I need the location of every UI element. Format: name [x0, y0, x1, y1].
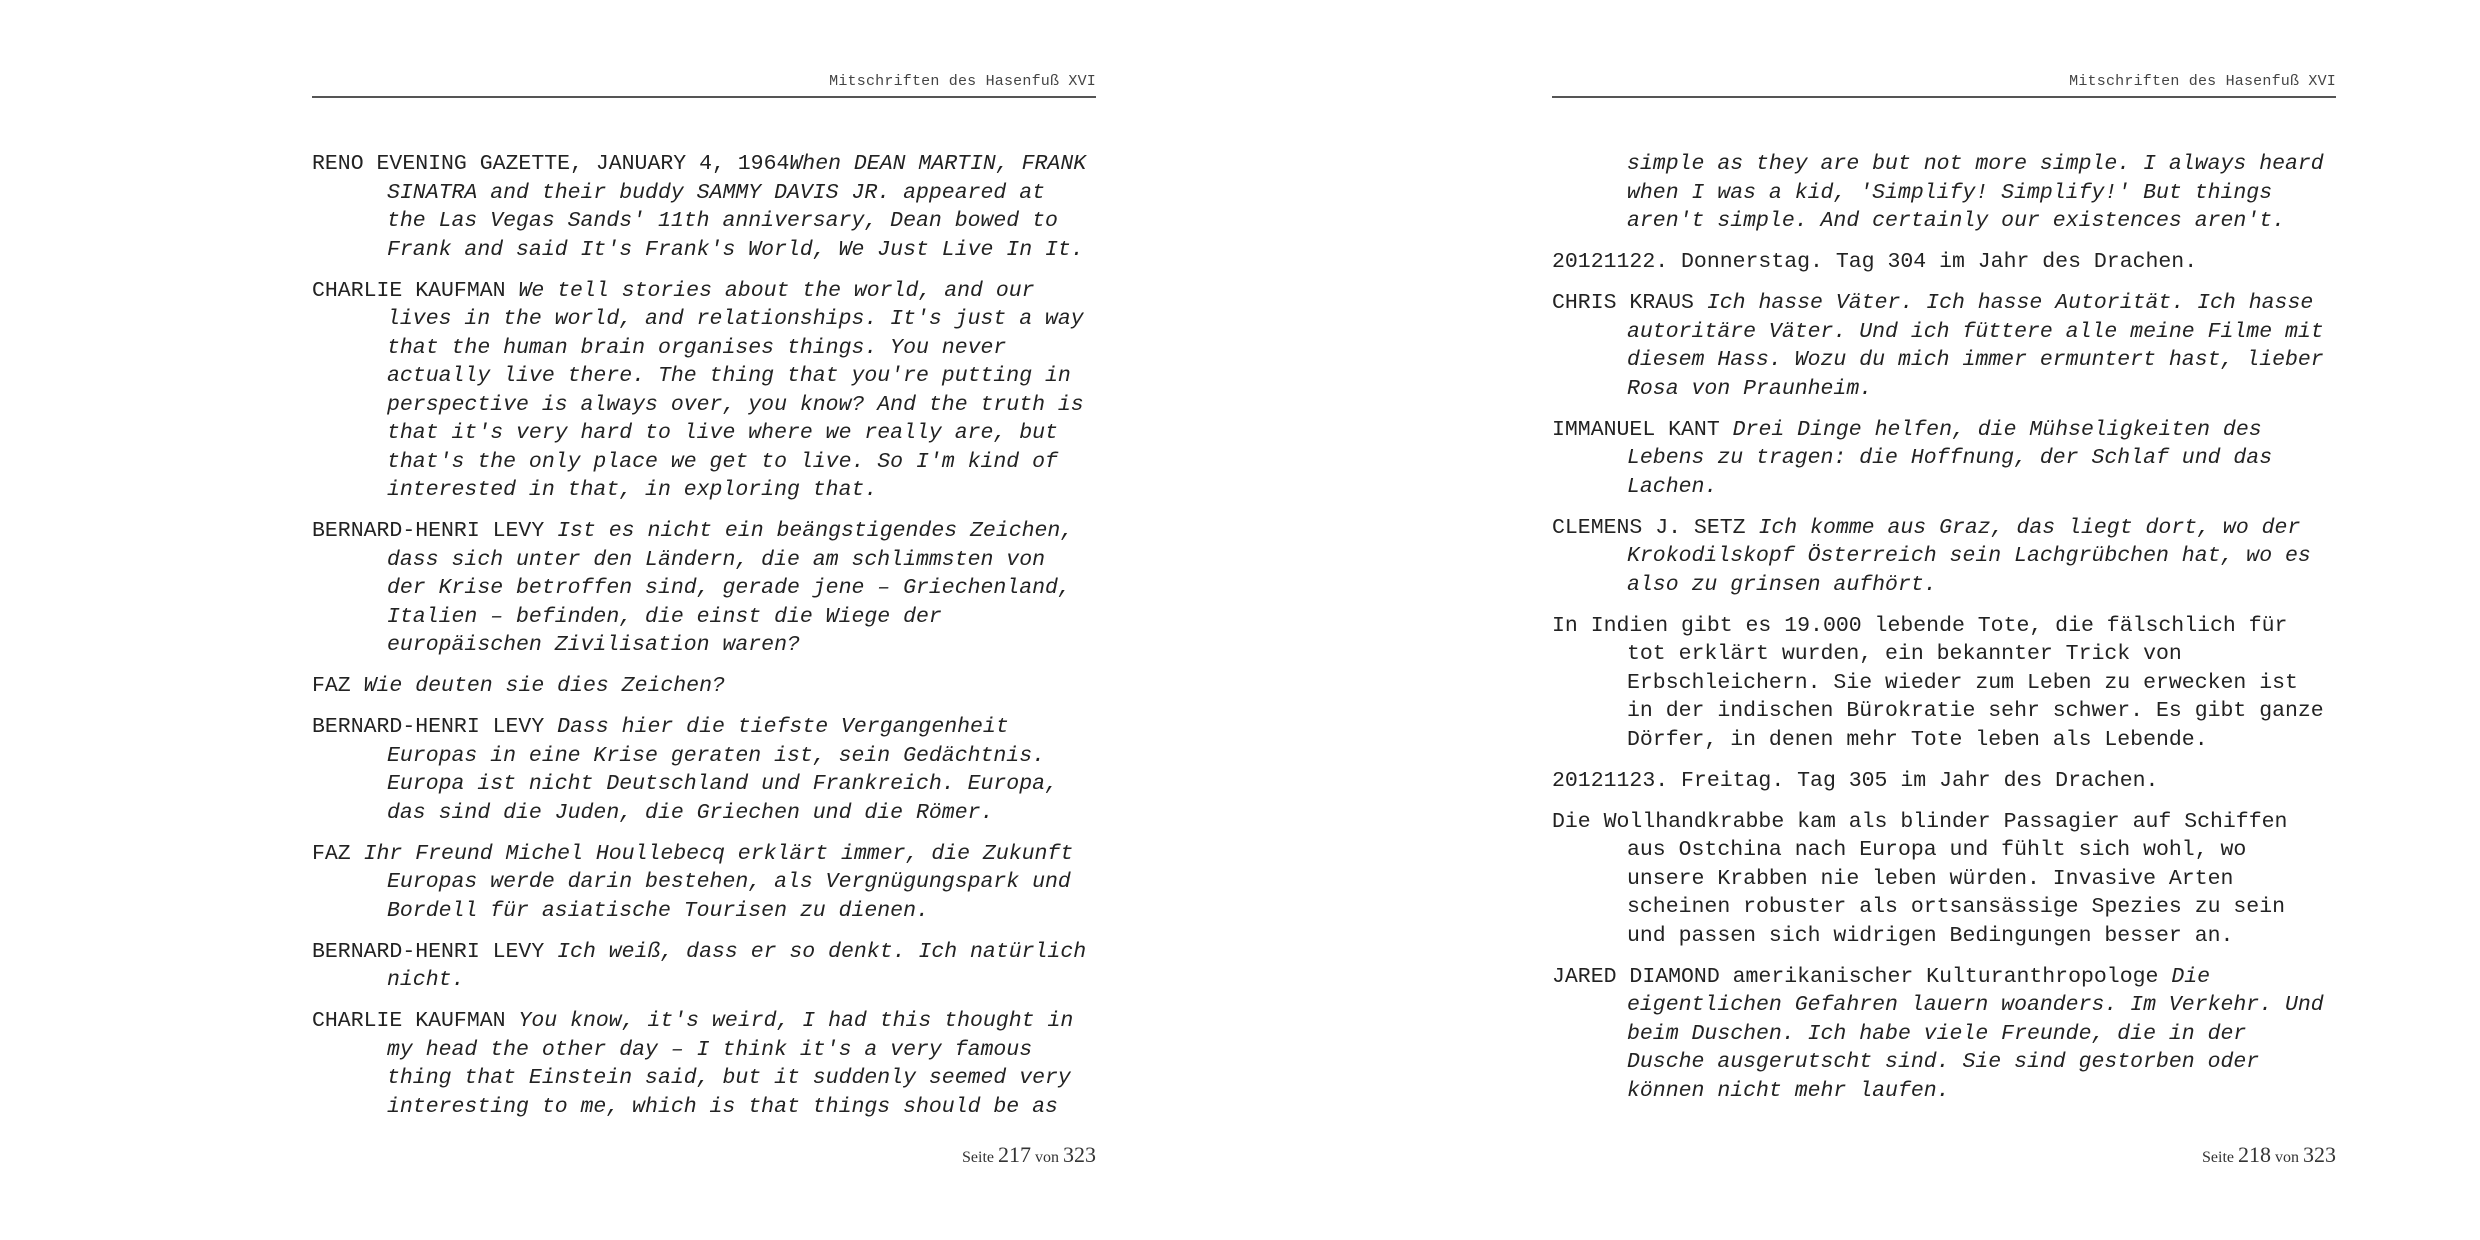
- note-text: In Indien gibt es 19.000 lebende Tote, die fälschlich für tot erklärt wurden, ein bekannter Trick von Erbschleichern. Sie wieder zum Leben zu erwecken ist in der indischen Bürokratie sehr schwer. Es gibt ganze Dörfer, in denen mehr Tote leben als Lebende.: [1552, 613, 2324, 752]
- entry: [312, 672, 1096, 701]
- page-total: 323: [2303, 1142, 2336, 1167]
- entry-text: You know, it's weird, I had this thought in my head the other day – I think it's a very famous thing that Einstein said, but it suddenly seemed very interesting to me, which is that things should be as: [387, 1009, 1074, 1119]
- date-line: [1552, 248, 2336, 277]
- entry-speaker: RENO EVENING GAZETTE, JANUARY 4, 1964: [312, 152, 790, 176]
- entry: [312, 713, 1096, 827]
- page-number: 217: [998, 1142, 1031, 1167]
- page-number: 218: [2238, 1142, 2271, 1167]
- page-body: [1552, 150, 2336, 1118]
- entry-text: simple as they are but not more simple. I always heard when I was a kid, 'Simplify! Simplify!' But things aren't simple. And certainly our existences aren't.: [1627, 152, 2324, 233]
- entry-text: Ihr Freund Michel Houllebecq erklärt immer, die Zukunft Europas werde darin bestehen, als Vergnügungspark und Bordell für asiatische Tourisen zu dienen.: [363, 841, 1074, 923]
- page-footer: [312, 1142, 1096, 1168]
- entry-speaker: BERNARD-HENRI LEVY: [312, 939, 545, 964]
- entry-speaker: CHARLIE KAUFMAN: [312, 1009, 506, 1033]
- entry: [1552, 514, 2336, 600]
- entry-speaker: FAZ: [312, 674, 351, 698]
- entry-speaker: CHRIS KRAUS: [1552, 291, 1694, 315]
- entry: [312, 1007, 1096, 1121]
- right-page: [1552, 0, 2336, 1240]
- entry: [312, 840, 1096, 926]
- entry: [312, 517, 1096, 660]
- entry: [312, 938, 1096, 995]
- entry-speaker: BERNARD-HENRI LEVY: [312, 715, 545, 739]
- entry-speaker: IMMANUEL KANT: [1552, 417, 1720, 442]
- entry-text: Ich weiß, dass er so denkt. Ich natürlich nicht.: [387, 939, 1087, 992]
- entry-speaker: CHARLIE KAUFMAN: [312, 278, 506, 303]
- page-footer: [1552, 1142, 2336, 1168]
- entry-text: We tell stories about the world, and our lives in the world, and relationships. It's just a way that the human brain organises things. You never actually live there. The thing that you're putting in perspective is always over, you know? And the truth is that it's very hard to live where we really are, but that's the only place we get to live. So I'm kind of interested in that, in exploring that.: [387, 278, 1084, 502]
- entry-speaker: JARED DIAMOND amerikanischer Kulturanthropologe: [1552, 964, 2159, 989]
- note-text: Die Wollhandkrabbe kam als blinder Passagier auf Schiffen aus Ostchina nach Europa und fühlt sich wohl, wo unsere Krabben nie leben würden. Invasive Arten scheinen robuster als ortsansässige Spezies zu sein und passen sich widrigen Bedingungen besser an.: [1552, 809, 2288, 948]
- entry-text: Ich komme aus Graz, das liegt dort, wo der Krokodilskopf Österreich sein Lachgrübchen hat, wo es also zu grinsen aufhört.: [1627, 515, 2311, 597]
- entry-text: Ich hasse Väter. Ich hasse Autorität. Ich hasse autoritäre Väter. Und ich füttere alle meine Filme mit diesem Hass. Wozu du mich immer ermuntert hast, lieber Rosa von Praunheim.: [1627, 291, 2324, 401]
- page-header: Mitschriften des Hasenfuß XVI: [829, 73, 1096, 90]
- note-entry: [1552, 808, 2336, 951]
- header-rule: [1552, 96, 2336, 98]
- note-entry: [1552, 612, 2336, 755]
- footer-of: von: [2275, 1149, 2299, 1166]
- entry-text: Die eigentlichen Gefahren lauern woanders. Im Verkehr. Und beim Duschen. Ich habe viele Freunde, die in der Dusche ausgerutscht sind. Sie sind gestorben oder können nicht mehr laufen.: [1627, 964, 2324, 1103]
- entry-speaker: FAZ: [312, 841, 351, 866]
- entry-continuation: [1552, 150, 2336, 236]
- footer-label: Seite: [962, 1149, 994, 1166]
- entry-text: Drei Dinge helfen, die Mühseligkeiten des Lebens zu tragen: die Hoffnung, der Schlaf und das Lachen.: [1627, 417, 2273, 499]
- entry: [312, 277, 1096, 505]
- entry-text: Wie deuten sie dies Zeichen?: [363, 674, 725, 698]
- date-text: 20121123. Freitag. Tag 305 im Jahr des Drachen.: [1552, 768, 2159, 793]
- entry-text: Ist es nicht ein beängstigendes Zeichen, dass sich unter den Ländern, die am schlimmsten von der Krise betroffen sind, gerade jene – Griechenland, Italien – befinden, die einst die Wiege der europäischen Zivilisation waren?: [387, 519, 1074, 657]
- date-line: [1552, 767, 2336, 796]
- entry-text: When DEAN MARTIN, FRANK SINATRA and their buddy SAMMY DAVIS JR. appeared at the Las Vegas Sands' 11th anniversary, Dean bowed to Frank and said It's Frank's World, We Just Live In It.: [387, 152, 1087, 262]
- page-header: Mitschriften des Hasenfuß XVI: [2069, 73, 2336, 90]
- date-text: 20121122. Donnerstag. Tag 304 im Jahr des Drachen.: [1552, 250, 2198, 274]
- entry-speaker: CLEMENS J. SETZ: [1552, 515, 1746, 540]
- entry: [1552, 416, 2336, 502]
- entry-speaker: BERNARD-HENRI LEVY: [312, 519, 545, 543]
- entry: [1552, 289, 2336, 403]
- entry: [1552, 963, 2336, 1106]
- left-page: [312, 0, 1096, 1240]
- entry-text: Dass hier die tiefste Vergangenheit Europas in eine Krise geraten ist, sein Gedächtnis. Europa ist nicht Deutschland und Frankreich. Europa, das sind die Juden, die Griechen und die Römer.: [387, 715, 1058, 825]
- page-body: [312, 150, 1096, 1134]
- entry: [312, 150, 1096, 264]
- footer-of: von: [1035, 1149, 1059, 1166]
- header-rule: [312, 96, 1096, 98]
- page-total: 323: [1063, 1142, 1096, 1167]
- footer-label: Seite: [2202, 1149, 2234, 1166]
